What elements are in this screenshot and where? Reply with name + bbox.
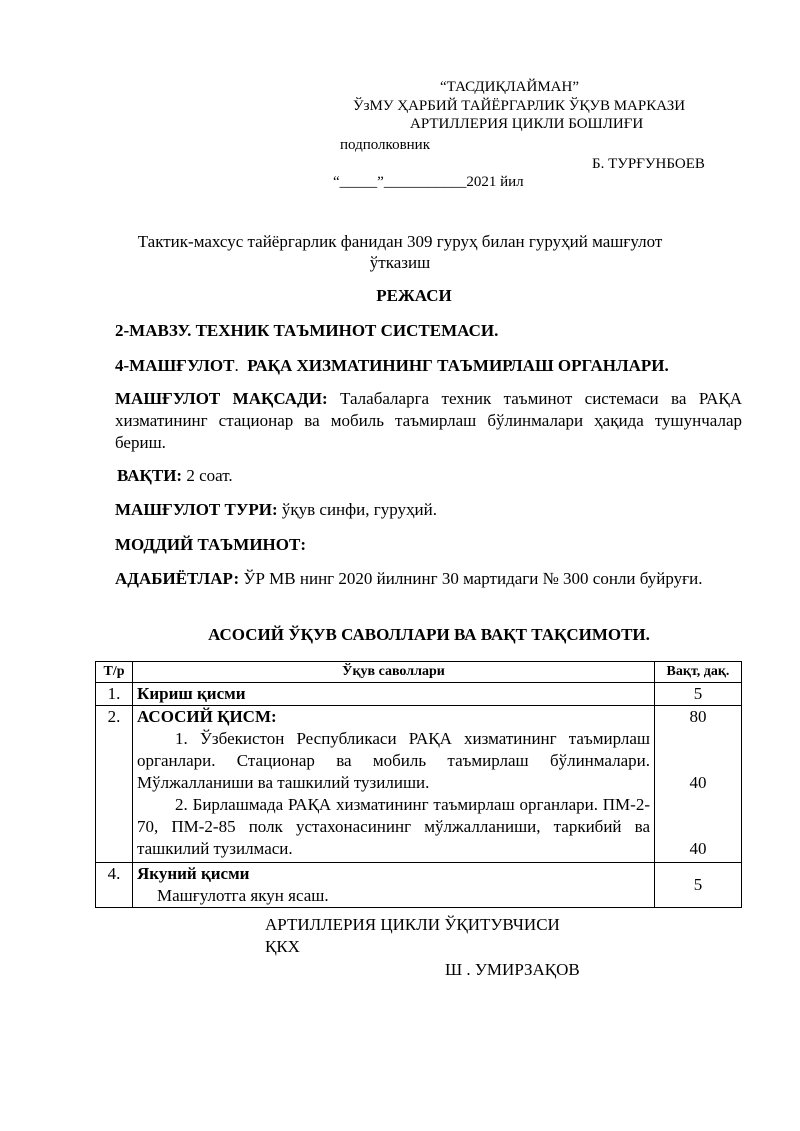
- lesson-text: РАҚА ХИЗМАТИНИНГ ТАЪМИРЛАШ ОРГАНЛАРИ.: [247, 356, 669, 375]
- literature-label: АДАБИЁТЛАР:: [115, 569, 240, 588]
- type-line: [115, 499, 437, 521]
- header-time: Вақт, дақ.: [655, 662, 742, 683]
- lesson-separator: .: [234, 356, 239, 375]
- header-num: Т/р: [96, 662, 133, 683]
- lesson-heading: [115, 355, 669, 377]
- table-row: [96, 863, 742, 908]
- row2-time: 80: [689, 707, 707, 726]
- table-row: [96, 706, 742, 863]
- material-label: МОДДИЙ ТАЪМИНОТ:: [115, 535, 307, 554]
- approval-org-line1: ЎзМУ ҲАРБИЙ ТАЙЁРГАРЛИК ЎҚУВ МАРКАЗИ: [353, 98, 686, 114]
- type-label: МАШҒУЛОТ ТУРИ:: [115, 500, 278, 519]
- row2-num: 2.: [96, 706, 133, 863]
- signature-line2: ҚКХ: [265, 937, 300, 956]
- row3-subtitle: Машғулотга якун ясаш.: [157, 886, 329, 905]
- goal-text: Талабаларга техник таъминот системаси ва РАҚА хизматининг стационар ва мобиль таъмирлаш бўлинмалари ҳақида тушунчалар бериш.: [115, 389, 742, 452]
- row1-time: 5: [655, 683, 742, 706]
- row3-title: Якуний қисми: [137, 864, 250, 883]
- row2-item2-time: 40: [689, 839, 707, 858]
- lesson-label: 4-МАШҒУЛОТ: [115, 356, 235, 375]
- document-title-line2: ўтказиш: [369, 253, 431, 272]
- table-row: [96, 683, 742, 706]
- approval-rank: подполковник: [340, 137, 430, 153]
- approval-date: “_____”___________2021 йил: [333, 174, 524, 190]
- row2-times: [655, 706, 742, 863]
- time-label: ВАҚТИ:: [117, 466, 183, 485]
- row2-item2: 2. Бирлашмада РАҚА хизматининг таъмирлаш органлари. ПМ-2-70, ПМ-2-85 полк устахонасининг мўлжалланиши, таркибий ва ташкилий тузилмаси.: [137, 795, 650, 858]
- table-title: АСОСИЙ ЎҚУВ САВОЛЛАРИ ВА ВАҚТ ТАҚСИМОТИ.: [208, 625, 650, 644]
- approval-heading: “ТАСДИҚЛАЙМАН”: [440, 79, 579, 95]
- approval-org-line2: АРТИЛЛЕРИЯ ЦИКЛИ БОШЛИҒИ: [410, 116, 644, 132]
- row3-time: 5: [655, 863, 742, 908]
- time-line: [117, 465, 233, 487]
- plan-heading: РЕЖАСИ: [376, 286, 452, 305]
- row1-num: 1.: [96, 683, 133, 706]
- type-text: ўқув синфи, гуруҳий.: [281, 500, 437, 519]
- row2-item1: 1. Ўзбекистон Республикаси РАҚА хизматининг таъмирлаш органлари. Стационар ва мобиль таъмирлаш бўлинмалари. Мўлжалланиши ва ташкилий тузилиши.: [137, 729, 650, 792]
- header-questions: Ўқув саволлари: [133, 662, 655, 683]
- topic-heading: 2-МАВЗУ. ТЕХНИК ТАЪМИНОТ СИСТЕМАСИ.: [115, 321, 499, 340]
- table-header-row: [96, 662, 742, 683]
- row2-title: АСОСИЙ ҚИСМ:: [137, 707, 277, 726]
- signature-name: Ш . УМИРЗАҚОВ: [445, 960, 580, 979]
- signature-line1: АРТИЛЛЕРИЯ ЦИКЛИ ЎҚИТУВЧИСИ: [265, 915, 560, 934]
- document-title-line1: Тактик-махсус тайёргарлик фанидан 309 гуруҳ билан гуруҳий машғулот: [137, 232, 663, 251]
- row1-title: Кириш қисми: [133, 683, 655, 706]
- approval-name: Б. ТУРҒУНБОЕВ: [592, 156, 705, 172]
- literature-paragraph: [115, 568, 742, 590]
- row2-content: [133, 706, 655, 863]
- goal-label: МАШҒУЛОТ МАҚСАДИ:: [115, 389, 328, 408]
- row3-num: 4.: [96, 863, 133, 908]
- row2-item1-time: 40: [689, 773, 707, 792]
- row3-content: [133, 863, 655, 908]
- questions-table: [95, 661, 742, 908]
- literature-text: ЎР МВ нинг 2020 йилнинг 30 мартидаги № 300 сонли буйруғи.: [243, 569, 703, 588]
- time-text: 2 соат.: [186, 466, 233, 485]
- goal-paragraph: [115, 388, 742, 454]
